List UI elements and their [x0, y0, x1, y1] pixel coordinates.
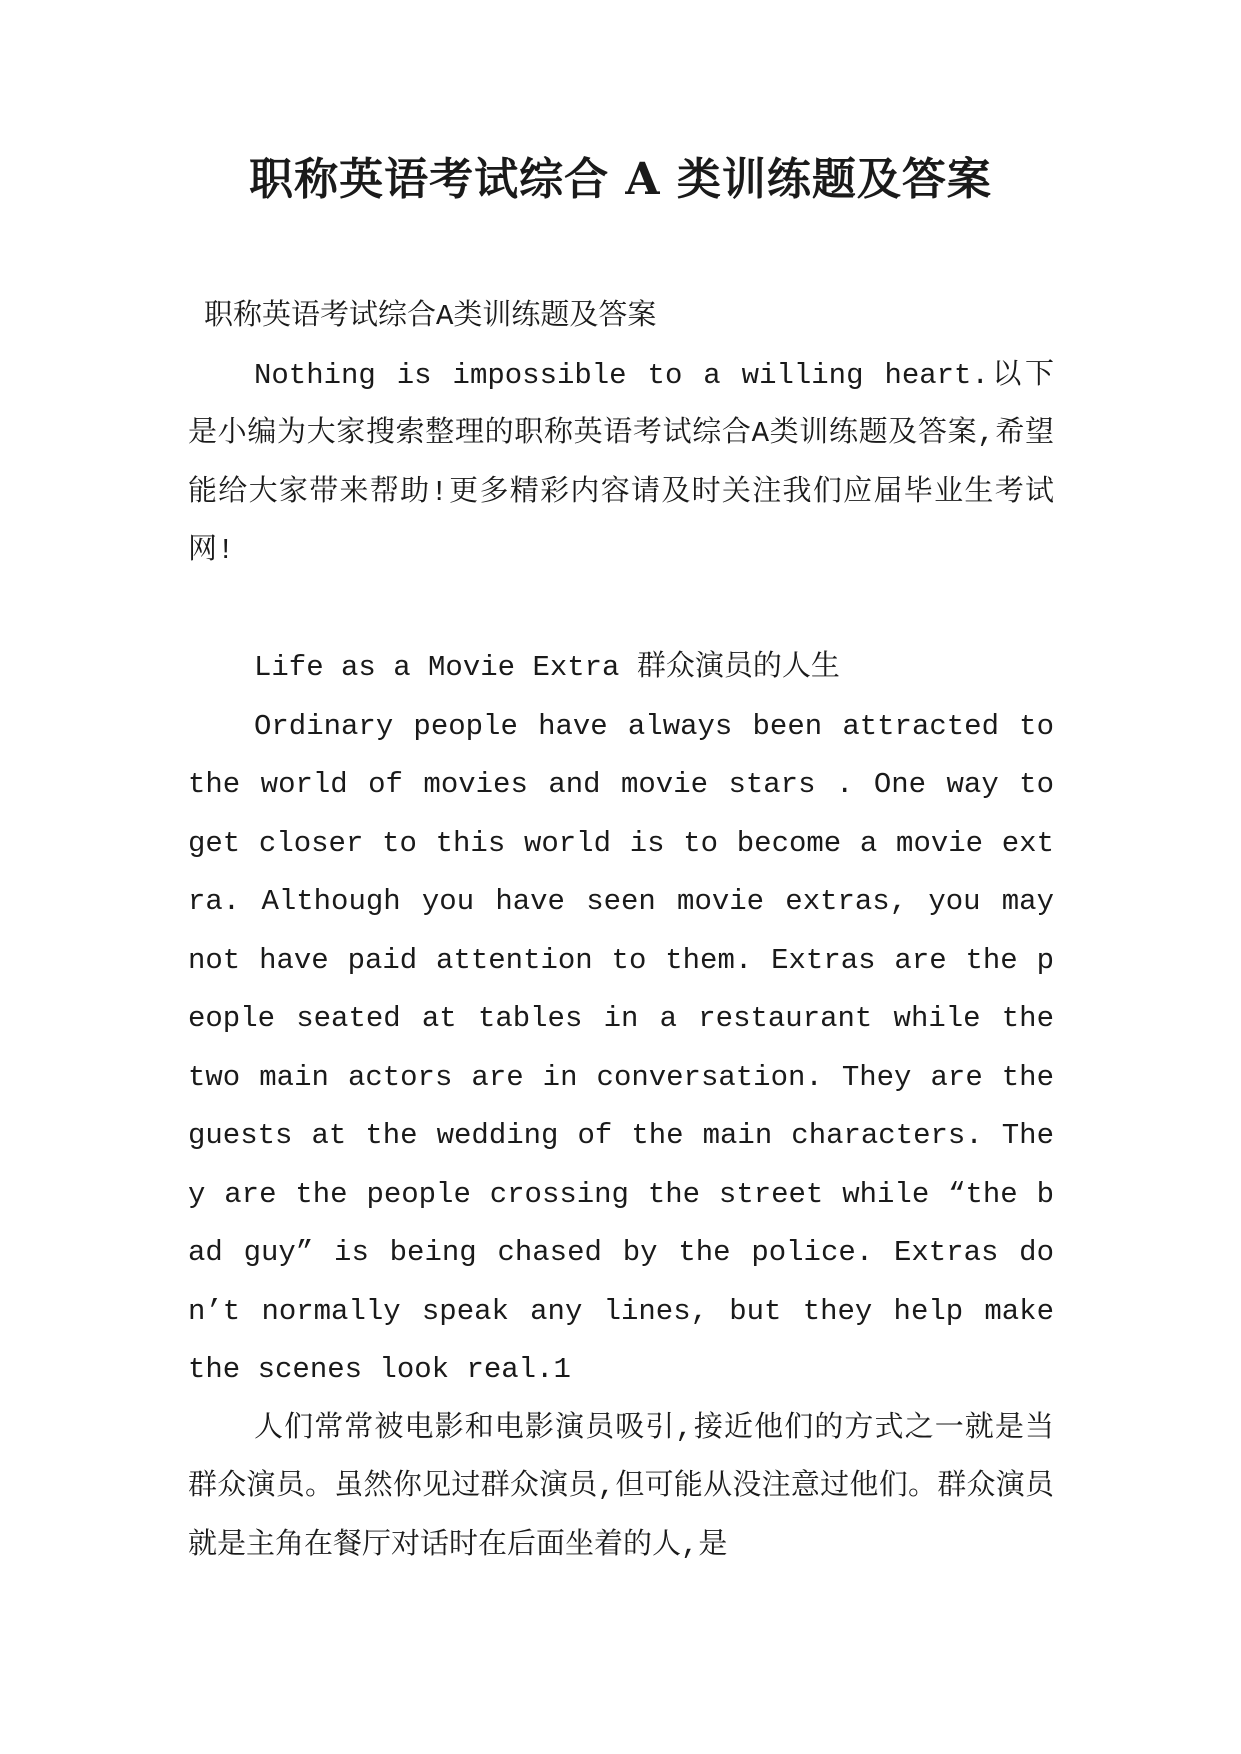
paragraph-spacer [188, 581, 1054, 640]
document-subtitle: 职称英语考试综合A类训练题及答案 [204, 300, 657, 333]
chinese-translation-paragraph: 人们常常被电影和电影演员吸引,接近他们的方式之一就是当群众演员。虽然你见过群众演员,但可能从没注意过他们。群众演员就是主角在餐厅对话时在后面坐着的人,是 [188, 1411, 1054, 1562]
document-body [188, 288, 1054, 1575]
document-title: 职称英语考试综合 A 类训练题及答案 [249, 154, 992, 205]
section-heading: Life as a Movie Extra 群众演员的人生 [254, 651, 840, 684]
english-paragraph: Ordinary people have always been attracted to the world of movies and movie stars . One way to get closer to this world is to become a movie extra. Although you have seen movie extras, you may not have paid attention to them. Extras are the people seated at tables in a restaurant while the two main actors are in conversation. They are the guests at the wedding of the main characters. They are the people crossing the street while “the bad guy” is being chased by the police. Extras don’t normally speak any lines, but they help make the scenes look real.1 [188, 709, 1054, 1386]
intro-paragraph: Nothing is impossible to a willing heart.以下是小编为大家搜索整理的职称英语考试综合A类训练题及答案,希望能给大家带来帮助!更多精彩内容请及时关注我们应届毕业生考试网! [188, 358, 1054, 567]
